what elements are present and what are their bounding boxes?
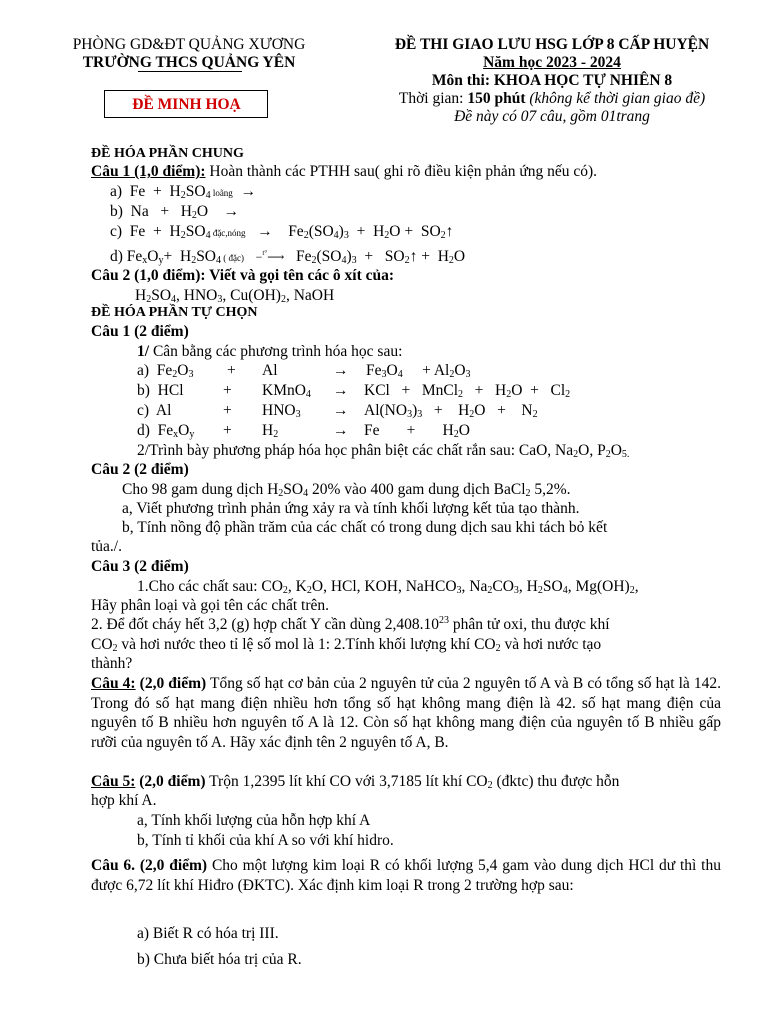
c3-line5: thành? (91, 655, 133, 672)
c1-eq-a-r2: Al (262, 362, 278, 379)
c2-line1: Cho 98 gam dung dịch $H_2SO_4$ 20% vào 400 gam dung dịch BaCl$_2$ 5,2%. (122, 481, 571, 499)
q1-eq-b: b) $Na + H_2O$ → (110, 203, 240, 221)
c1-eq-d: d) $Fe_xO_y$ (137, 422, 195, 440)
school-year-text: Năm học 2023 - 2024 (483, 54, 621, 71)
time-value: 150 phút (467, 90, 526, 107)
q1-label: Câu 1 (1,0 điểm): (91, 163, 206, 180)
c1-eq-d-arrow: → (333, 422, 349, 439)
c1-sub1-num: 1/ (137, 343, 150, 360)
c2-part-b2: tủa./. (91, 538, 122, 555)
q2-label: Câu 2 (1,0 điểm): Viết và gọi tên các ô xít của: (91, 267, 395, 284)
c5-label: Câu 5: (91, 773, 136, 790)
q2-formulas: $H_2SO_4$, $HNO_3$, $Cu(OH)_2$, NaOH (135, 287, 335, 305)
time-line (372, 89, 732, 108)
part2-title: ĐỀ HÓA PHẦN TỰ CHỌN (91, 305, 258, 320)
c1-eq-d-plus: + (223, 422, 232, 439)
c1-eq-c-p: $Al(NO_3)_3$ + $H_2O$ + $N_2$ (364, 402, 538, 420)
c1-eq-a-arrow: → (333, 362, 349, 379)
c1-sub1-text: Cân bằng các phương trình hóa học sau: (149, 343, 403, 360)
subject: Môn thi: KHOA HỌC TỰ NHIÊN 8 (431, 72, 673, 89)
c1-eq-c-arrow: → (333, 402, 349, 419)
q1-eq-c: c) $Fe + H_2SO_4$ đặc,nóng → $Fe_2(SO_4)_3 + H_2O$ + $SO_2↑$ (110, 223, 454, 241)
c1-sub1 (137, 342, 402, 361)
c1-eq-d-p: Fe + $H_2O$ (364, 422, 470, 440)
c1-eq-b-r2: KMnO$_4$ (262, 382, 311, 400)
c1-eq-a: a) $Fe_2O_3$ (137, 362, 194, 380)
c1-eq-b-arrow: → (333, 382, 349, 399)
exam-badge: ĐỀ MINH HOẠ (132, 96, 241, 113)
q1-text: Hoàn thành các PTHH sau( ghi rõ điều kiện phản ứng nếu có). (205, 163, 598, 180)
c1-eq-b: b) HCl (137, 382, 184, 399)
time-note: (không kể thời gian giao đề) (525, 90, 706, 107)
page-note: Đề này có 07 câu, gồm 01trang (454, 108, 650, 125)
c5-part-a: a, Tính khối lượng của hỗn hợp khí A (137, 812, 371, 829)
c1-sub2: 2/Trình bày phương pháp hóa học phân biệt các chất rắn sau: CaO, $Na_2O$, $P_2O_{5.}$ (137, 442, 630, 460)
c3-line3: 2. Để đốt cháy hết 3,2 (g) hợp chất Y cần dùng 2,408.10$^{23}$ phân tử oxi, thu được khí (91, 615, 610, 633)
c6-part-b: b) Chưa biết hóa trị của R. (137, 951, 302, 968)
c2-part-a: a, Viết phương trình phản ứng xảy ra và tính khối lượng kết tủa tạo thành. (122, 500, 580, 517)
q1-heading (91, 162, 597, 181)
c2-label: Câu 2 (2 điểm) (91, 461, 189, 478)
c4-paragraph (91, 674, 721, 752)
exam-title: ĐỀ THI GIAO LƯU HSG LỚP 8 CẤP HUYỆN (394, 36, 710, 53)
c1-eq-a-p: $Fe_3O_4$ + $Al_2O_3$ (366, 362, 471, 380)
c5-part-b: b, Tính tỉ khối của khí A so với khí hidro. (137, 832, 394, 849)
c3-line4: $CO_2$ và hơi nước theo tỉ lệ số mol là 1: 2.Tính khối lượng khí $CO_2$ và hơi nước tạo (91, 636, 602, 654)
c1-eq-d-r2: $H_2$ (262, 422, 279, 440)
header-divider (138, 71, 242, 72)
c1-eq-c: c) Al (137, 402, 172, 419)
q1-eq-a: a) $Fe + H_2SO_4$ loãng → (110, 183, 257, 201)
c4-label: Câu 4: (91, 675, 136, 692)
school-name: TRƯỜNG THCS QUẢNG YÊN (82, 54, 296, 71)
c1-eq-b-plus: + (223, 382, 232, 399)
c1-eq-b-p: KCl + MnCl$_2$ + $H_2O + Cl_2$ (364, 382, 571, 400)
c1-eq-c-plus: + (223, 402, 232, 419)
c4-points: (2,0 điểm) (135, 675, 207, 692)
c5-line1: Câu 5: (2,0 điểm) Trộn 1,2395 lít khí CO với 3,7185 lít khí $CO_2$ (đktc) thu được hỗn (91, 773, 620, 791)
c1-eq-c-r2: $HNO_3$ (262, 402, 301, 420)
c3-line1: 1.Cho các chất sau: $CO_2$, $K_2O$, HCl, KOH, NaHCO$_3$, $Na_2CO_3$, $H_2SO_4$, $Mg(OH)_2$, (137, 578, 639, 596)
part1-title: ĐỀ HÓA PHẦN CHUNG (91, 146, 244, 161)
c2-part-b1: b, Tính nồng độ phần trăm của các chất có trong dung dịch sau khi tách bỏ kết (122, 519, 608, 536)
c4-text: Tổng số hạt cơ bản của 2 nguyên tử của 2 nguyên tố A và B có tổng số hạt là 142. Trong đó số hạt mang điện nhiều hơn tổng số hạt không mang điện là 42. số hạt mang điện của nguyên tố B nhiều hơn nguyên tố A là 12. Còn số hạt không mang điện của nguyên tố B nhiều gấp rưỡi của nguyên tố A. Hãy xác định tên 2 nguyên tố A, B. (91, 675, 722, 751)
department-name: PHÒNG GD&ĐT QUẢNG XƯƠNG (72, 36, 306, 53)
school-year (372, 53, 732, 72)
c6-text: Cho một lượng kim loại R có khối lượng 5,4 gam vào dung dịch HCl dư thì thu được 6,72 lít khí Hiđro (ĐKTC). Xác định kim loại R trong 2 trường hợp sau: (91, 857, 721, 894)
c1-eq-a-plus: + (227, 362, 236, 379)
c3-label: Câu 3 (2 điểm) (91, 558, 189, 575)
time-prefix: Thời gian: (398, 90, 468, 107)
c5-points: (2,0 điểm) (135, 773, 206, 790)
c1-label: Câu 1 (2 điểm) (91, 323, 189, 340)
q1-eq-d: d) $Fe_xO_y+ H_2SO_4$ ( đặc) −$^{t^\circ}$⟶ $Fe_2(SO_4)_3$ + $SO_2↑ + H_2O$ (110, 248, 466, 266)
c6-label: Câu 6. (2,0 điểm) (91, 857, 208, 874)
c5-line2: hợp khí A. (91, 792, 157, 809)
c3-line2: Hãy phân loại và gọi tên các chất trên. (91, 597, 329, 614)
c6-part-a: a) Biết R có hóa trị III. (137, 925, 279, 942)
c6-paragraph (91, 856, 721, 895)
